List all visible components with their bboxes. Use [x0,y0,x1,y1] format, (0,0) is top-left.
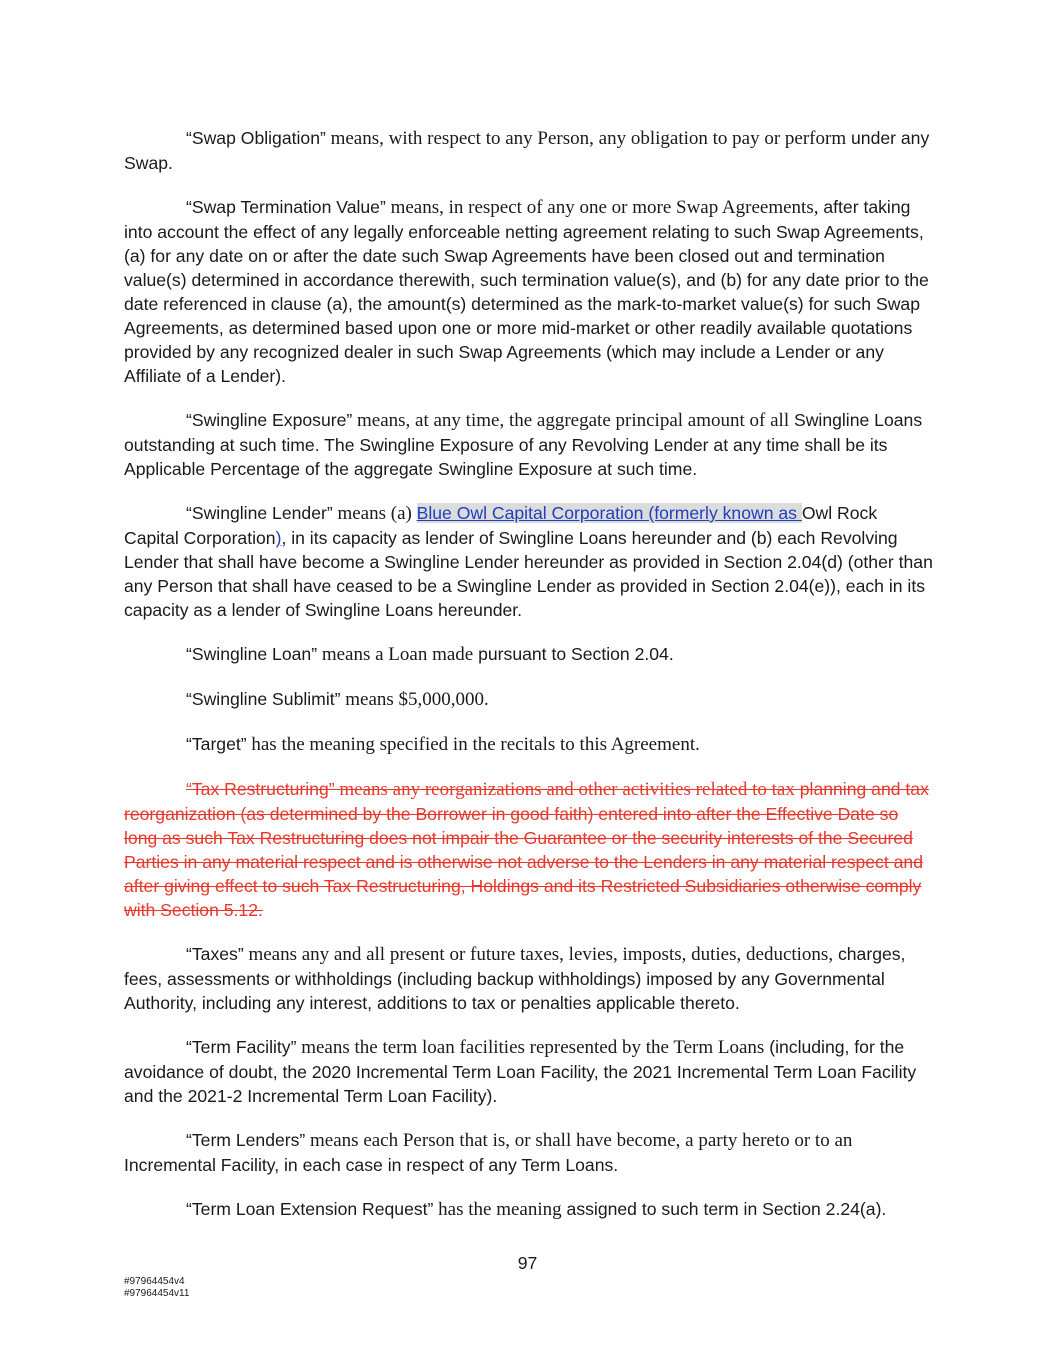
definition-swingline-loan [124,642,934,667]
definition-connector: means the term loan facilities represented by the Term Loans [296,1037,765,1058]
defined-term: “Taxes” [186,944,244,964]
definition-text: under any Swap. [124,128,930,173]
definition-tax-restructuring-deleted [124,777,934,922]
definition-term-facility [124,1035,934,1108]
definition-target [124,732,934,757]
definition-swingline-lender [124,501,934,622]
definition-text-pre: Owl Rock Capital Corporation [124,503,878,548]
defined-term: “Swap Termination Value” [186,197,386,217]
definition-text: after taking into account the effect of any legally enforceable netting agreement relating to such Swap Agreements, (a) for any date on or after the date such Swap Agreements have been closed out and termination value(s) determined in accordance therewith, such termination value(s), and (b) for any date prior to the date referenced in clause (a), the amount(s) determined as the mark-to-market value(s) for such Swap Agreements, as determined based upon one or more mid-market or other readily available quotations provided by any recognized dealer in such Swap Agreements (which may include a Lender or any Affiliate of a Lender). [124,197,929,386]
defined-term: “Target” [186,734,247,754]
definition-swingline-exposure [124,408,934,481]
definition-connector: means, at any time, the aggregate principal amount of all [352,410,790,431]
doc-id-2: #97964454v11 [124,1288,190,1299]
definition-text: assigned to such term in Section 2.24(a). [561,1199,887,1219]
definition-connector: means a Loan made [317,644,474,665]
definition-connector: means, in respect of any one or more Swap Agreements, [385,197,819,218]
definition-connector: means each Person that is, or shall have become, a party hereto or to an [305,1130,853,1151]
defined-term: “Swap Obligation” [186,128,326,148]
definition-text: , in its capacity as lender of Swingline Loans hereunder and (b) each Revolving Lender that shall have become a Swingline Lender hereunder as provided in Section 2.04(d) (other than any Person that shall have ceased to be a Swingline Lender as provided in Section 2.04(e)), each in its capacity as a lender of Swingline Loans hereunder. [124,528,933,620]
definition-text: Incremental Facility, in each case in respect of any Term Loans. [124,1155,619,1175]
inserted-text: Blue Owl Capital Corporation (formerly known as [416,503,802,523]
defined-term: “Swingline Loan” [186,644,318,664]
definition-text: Swingline Loans outstanding at such time. The Swingline Exposure of any Revolving Lender at any time shall be its Applicable Percentage of the aggregate Swingline Exposure at such time. [124,410,923,479]
definition-connector: means any reorganizations and other activities related to tax [334,779,795,800]
definition-swap-termination-value [124,195,934,388]
page-number: 97 [517,1253,538,1273]
definition-connector: has the meaning [433,1199,562,1220]
defined-term: “Term Facility” [186,1037,297,1057]
definition-term-lenders [124,1128,934,1177]
document-ids [124,1276,189,1300]
defined-term: “Tax Restructuring” [186,779,335,799]
defined-term: “Term Loan Extension Request” [186,1199,434,1219]
inserted-paren: ) [275,528,282,548]
definition-text: planning and tax reorganization (as determined by the Borrower in good faith) entered into after the Effective Date so long as such Tax Restructuring does not impair the Guarantee or the security interests of the Secured Parties in any material respect and is otherwise not adverse to the Lenders in any material respect and after giving effect to such Tax Restructuring, Holdings and its Restricted Subsidiaries otherwise comply with Section 5.12. [124,779,929,920]
definition-connector: means (a) [332,503,417,524]
definition-text: (including, for the avoidance of doubt, the 2020 Incremental Term Loan Facility, the 2021 Incremental Term Loan Facility and the 2021-2 Incremental Term Loan Facility). [124,1037,917,1106]
definition-connector: means $5,000,000. [340,689,489,710]
definition-swap-obligation [124,126,934,175]
definition-taxes [124,942,934,1015]
defined-term: “Swingline Lender” [186,503,333,523]
doc-id-1: #97964454v4 [124,1276,185,1287]
definition-text: charges, fees, assessments or withholdings (including backup withholdings) imposed by any Governmental Authority, including any interest, additions to tax or penalties applicable thereto. [124,944,906,1013]
definition-connector: means, with respect to any Person, any obligation to pay or perform [325,128,847,149]
definition-connector: has the meaning specified in the recitals to this Agreement. [246,734,700,755]
definition-text: pursuant to Section 2.04. [473,644,674,664]
document-body [124,126,934,1242]
defined-term: “Swingline Sublimit” [186,689,341,709]
definition-term-loan-extension-request [124,1197,934,1222]
definition-connector: means any and all present or future taxes, levies, imposts, duties, deductions, [243,944,834,965]
defined-term: “Swingline Exposure” [186,410,353,430]
defined-term: “Term Lenders” [186,1130,306,1150]
definition-swingline-sublimit [124,687,934,712]
